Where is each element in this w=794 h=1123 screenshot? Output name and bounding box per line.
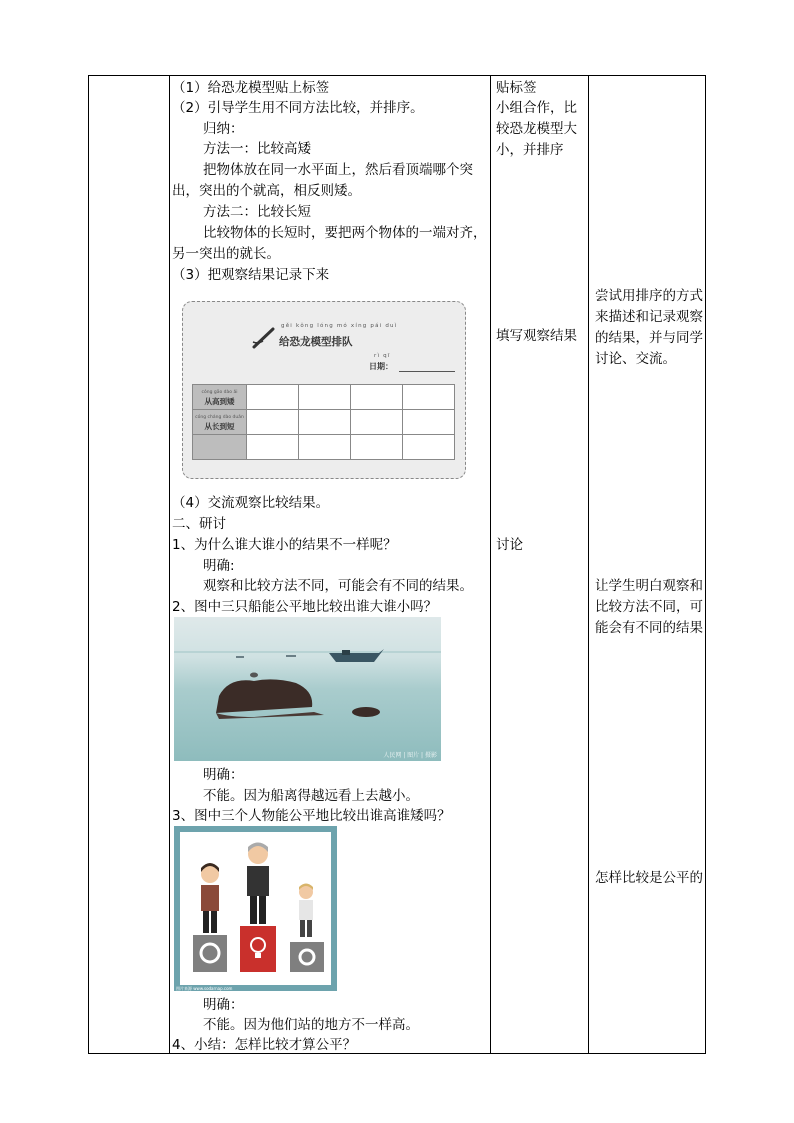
sea-scene	[174, 617, 441, 761]
worksheet-grid	[192, 384, 455, 460]
text-line: 明确：	[203, 767, 244, 783]
pencil-icon	[251, 324, 277, 350]
text-line: 比较物体的长短时，要把两个物体的一端对齐，	[203, 225, 487, 241]
column-divider	[169, 76, 170, 1053]
column-divider	[490, 76, 491, 1053]
text-line: 归纳：	[203, 121, 244, 137]
text-line: 4、小结：怎样比较才算公平？	[172, 1037, 357, 1053]
grid-cell[interactable]	[351, 385, 403, 410]
row-label: cóng gāo dào ǎi 从高到矮	[193, 385, 247, 410]
text-line: 明确：	[203, 997, 244, 1013]
student-activity: 贴标签	[496, 80, 537, 96]
row-label: cóng cháng dào duǎn 从长到短	[193, 410, 247, 435]
student-activity: 填写观察结果	[496, 328, 577, 344]
grid-cell[interactable]	[299, 385, 351, 410]
text-line: （3）把观察结果记录下来	[172, 267, 330, 283]
grid-cell[interactable]	[351, 410, 403, 435]
text-line: 方法二：比较长短	[203, 204, 311, 220]
text-line: 明确:	[203, 558, 235, 574]
date-pinyin: rì qī	[374, 353, 391, 359]
design-intent: 尝试用排序的方式来描述和记录观察的结果，并与同学讨论、交流。	[595, 288, 703, 367]
text-line: （2）引导学生用不同方法比较，并排序。	[172, 100, 424, 116]
text-line: （4）交流观察比较结果。	[172, 495, 330, 511]
text-line: 二、研讨	[172, 516, 226, 532]
grid-cell[interactable]	[299, 435, 351, 460]
text-line: 出，突出的个就高，相反则矮。	[172, 183, 361, 199]
photo-watermark: 人民网 | 图片 | 摄影	[383, 752, 437, 759]
worksheet-title-pinyin: gěi kǒng lóng mó xíng pái duì	[281, 323, 398, 329]
text-line: 把物体放在同一水平面上，然后看顶端哪个突	[203, 162, 473, 178]
illustration-canvas	[180, 832, 331, 985]
three-people-graphic	[180, 832, 331, 985]
text-line: 不能。因为船离得越远看上去越小。	[203, 788, 419, 804]
grid-cell[interactable]	[403, 435, 455, 460]
grid-cell[interactable]	[247, 385, 299, 410]
dinosaur-worksheet	[182, 301, 466, 479]
row-label	[193, 435, 247, 460]
sea-boats-photo	[174, 617, 441, 761]
text-line: 观察和比较方法不同，可能会有不同的结果。	[203, 578, 473, 594]
date-underline	[399, 371, 455, 372]
text-line: 另一突出的就长。	[172, 246, 280, 262]
image-caption: 图片来源 www.sodarnap.com	[176, 986, 233, 991]
grid-cell[interactable]	[403, 410, 455, 435]
people-illustration	[174, 826, 337, 991]
grid-cell[interactable]	[299, 410, 351, 435]
date-label: 日期：	[369, 362, 393, 371]
grid-cell[interactable]	[351, 435, 403, 460]
design-intent: 怎样比较是公平的	[595, 870, 703, 886]
student-activity: 小组合作，比较恐龙模型大小，并排序	[496, 100, 577, 158]
text-line: 3、图中三个人物能公平地比较出谁高谁矮吗？	[172, 808, 451, 824]
text-line: 方法一：比较高矮	[203, 141, 311, 157]
grid-cell[interactable]	[247, 435, 299, 460]
design-intent: 让学生明白观察和比较方法不同，可能会有不同的结果	[595, 578, 703, 636]
worksheet-title: 给恐龙模型排队	[279, 336, 353, 348]
student-activity: 讨论	[496, 537, 523, 553]
column-divider	[588, 76, 589, 1053]
text-line: （1）给恐龙模型贴上标签	[172, 80, 330, 96]
text-line: 不能。因为他们站的地方不一样高。	[203, 1017, 419, 1033]
text-line: 2、图中三只船能公平地比较出谁大谁小吗？	[172, 599, 438, 615]
grid-cell[interactable]	[403, 385, 455, 410]
grid-cell[interactable]	[247, 410, 299, 435]
text-line: 1、为什么谁大谁小的结果不一样呢？	[172, 537, 397, 553]
